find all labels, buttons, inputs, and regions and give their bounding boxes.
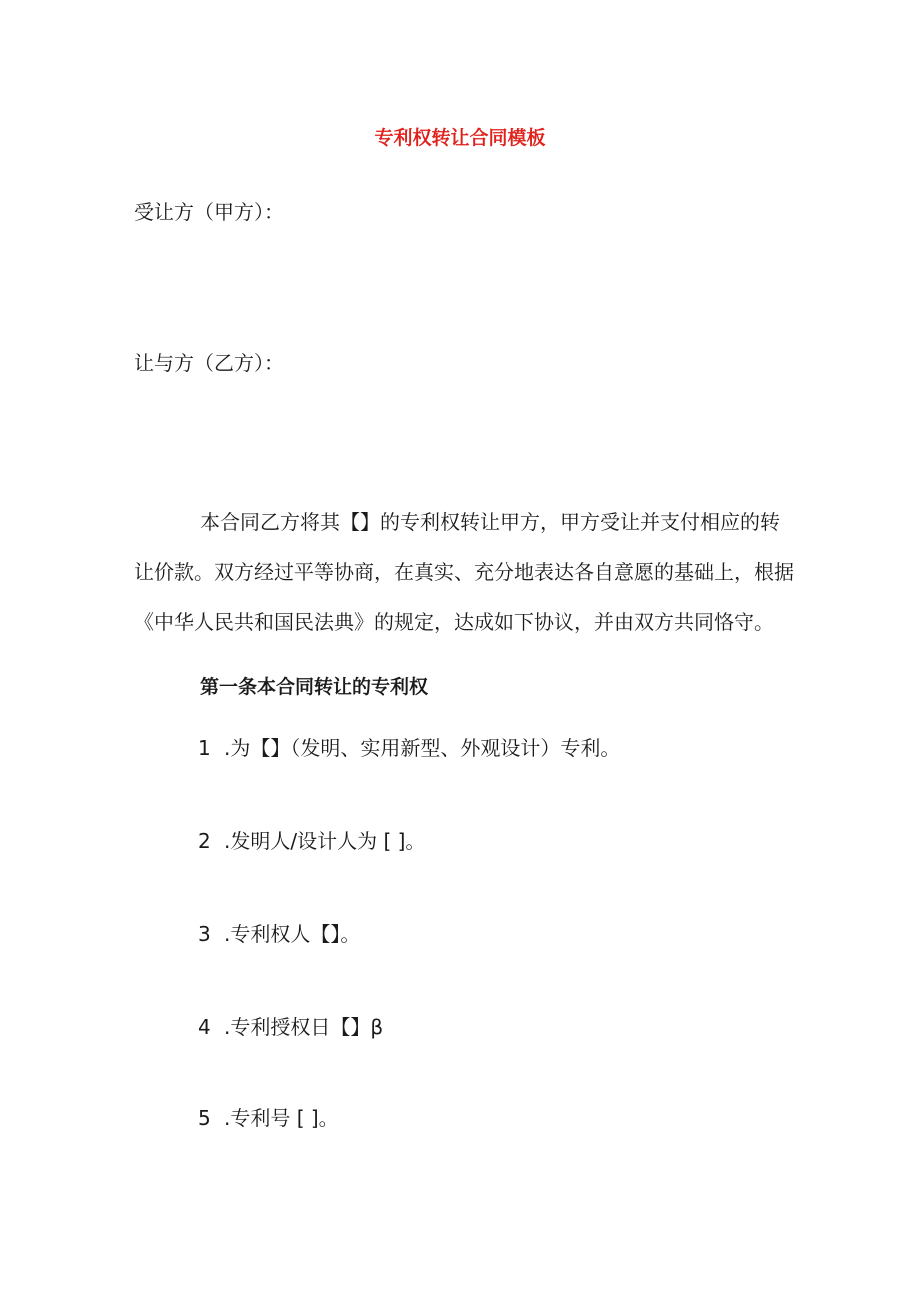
clause-1 [198, 733, 620, 763]
clause-text: .专利号 [ ]。 [224, 1106, 339, 1130]
clause-4 [198, 1012, 383, 1042]
clause-number: 5 [198, 1106, 211, 1130]
clause-text: .为【】（发明、实用新型、外观设计）专利。 [224, 736, 621, 760]
party-a-label: 受让方（甲方）： [134, 200, 284, 224]
clause-5 [198, 1103, 339, 1133]
document-title: 专利权转让合同模板 [374, 127, 546, 149]
clause-text: .专利授权日【】β [224, 1015, 384, 1039]
clause-number: 3 [198, 922, 211, 946]
clause-number: 1 [198, 736, 211, 760]
clause-3 [198, 919, 360, 949]
clause-number: 4 [198, 1015, 211, 1039]
preamble-paragraph: 本合同乙方将其【】的专利权转让甲方，甲方受让并支付相应的转让价款。双方经过平等协商，在真实、充分地表达各自意愿的基础上，根据《中华人民共和国民法典》的规定，达成如下协议，并由双方共同恪守。 [134, 510, 794, 634]
clause-text: .发明人/设计人为 [ ]。 [224, 829, 426, 853]
party-b-label: 让与方（乙方）： [134, 351, 284, 375]
article-1-heading: 第一条本合同转让的专利权 [200, 676, 429, 698]
clause-2 [198, 826, 425, 856]
clause-number: 2 [198, 829, 211, 853]
clause-text: .专利权人【】。 [224, 922, 361, 946]
